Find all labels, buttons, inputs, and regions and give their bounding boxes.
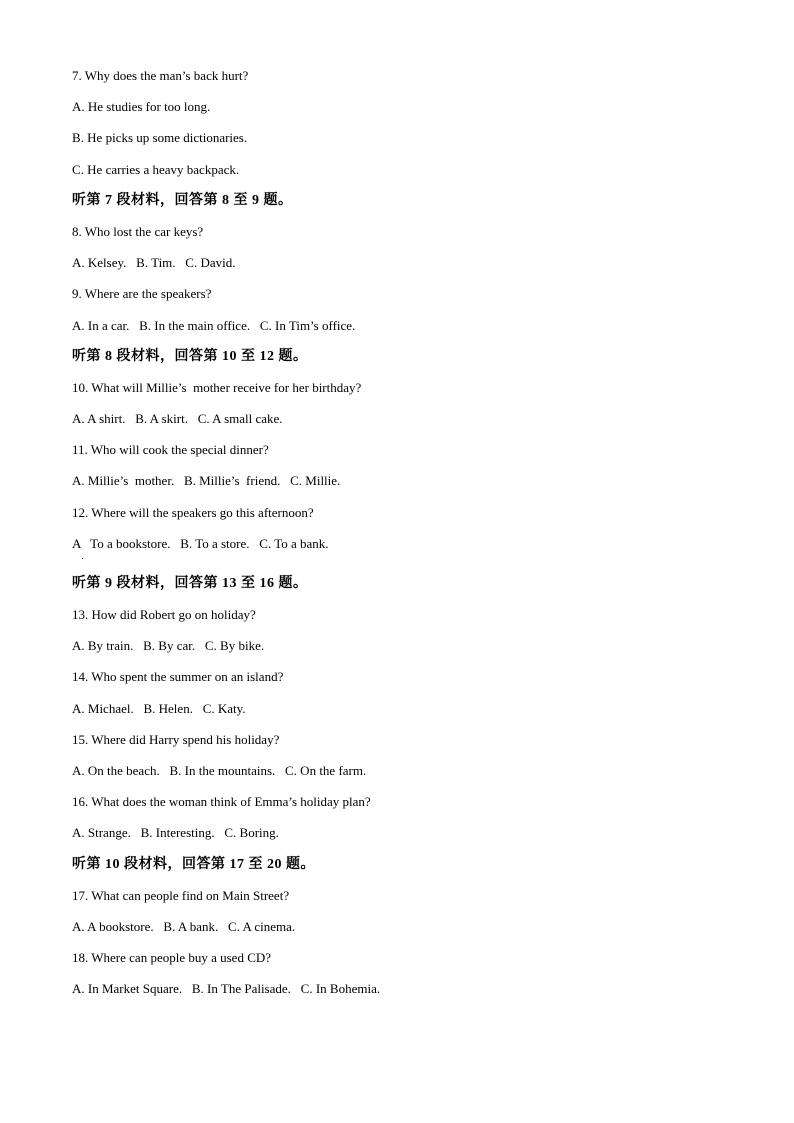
answer-options: A. A bookstore. B. A bank. C. A cinema. (72, 918, 296, 934)
question-text: 7. Why does the man’s back hurt? (72, 68, 249, 83)
answer-options: A. Strange. B. Interesting. C. Boring. (72, 825, 279, 841)
section-heading: 听第 7 段材料，回答第 8 至 9 题。 (72, 192, 293, 208)
answer-options: A. He studies for too long. (72, 99, 211, 115)
answer-options: A. In Market Square. B. In The Palisade. C. In Bohemia. (72, 981, 381, 997)
answer-options: A To a bookstore. B. To a store. C. To a bank. (72, 535, 329, 551)
question-text: 12. Where will the speakers go this afternoon? (72, 504, 314, 520)
answer-options: C. He carries a heavy backpack. (72, 161, 240, 177)
answer-options: A. On the beach. B. In the mountains. C. On the farm. (72, 762, 367, 778)
answer-options: B. He picks up some dictionaries. (72, 130, 248, 146)
answer-options: A. Millie’s mother. B. Millie’s friend. C. Millie. (72, 473, 341, 489)
document-page (72, 66, 752, 1010)
question-text: 16. What does the woman think of Emma’s holiday plan? (72, 794, 371, 810)
section-heading: 听第 8 段材料，回答第 10 至 12 题。 (72, 348, 308, 364)
question-text: 18. Where can people buy a used CD? (72, 950, 272, 966)
answer-options: A. In a car. B. In the main office. C. In Tim’s office. (72, 317, 356, 333)
question-text: 13. How did Robert go on holiday? (72, 607, 256, 622)
answer-options: A. A shirt. B. A skirt. C. A small cake. (72, 411, 283, 427)
answer-options: A. By train. B. By car. C. By bike. (72, 638, 265, 654)
section-heading: 听第 9 段材料，回答第 13 至 16 题。 (72, 575, 308, 591)
answer-options: A. Kelsey. B. Tim. C. David. (72, 255, 236, 271)
question-text: 17. What can people find on Main Street? (72, 887, 290, 903)
question-text: 10. What will Millie’s mother receive for her birthday? (72, 379, 362, 395)
question-text: 15. Where did Harry spend his holiday? (72, 731, 280, 747)
question-text: 11. Who will cook the special dinner? (72, 442, 269, 458)
section-heading: 听第 10 段材料，回答第 17 至 20 题。 (72, 856, 315, 872)
stray-mark (82, 558, 83, 559)
question-text: 8. Who lost the car keys? (72, 223, 204, 239)
answer-options: A. Michael. B. Helen. C. Katy. (72, 700, 246, 716)
question-text: 9. Where are the speakers? (72, 286, 212, 302)
question-text: 14. Who spent the summer on an island? (72, 669, 284, 685)
